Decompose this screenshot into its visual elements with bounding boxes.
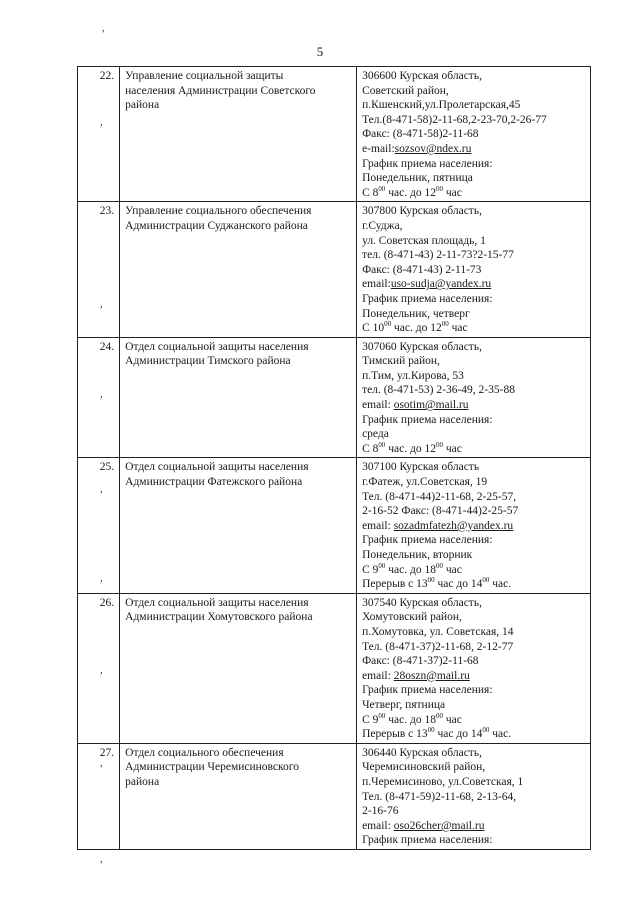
schedule-days: среда	[362, 428, 389, 441]
time-text: час. до 12	[385, 442, 436, 455]
time-minutes: 00	[441, 320, 449, 329]
address-line: тел. (8-471-43) 2-11-73?2-15-77	[362, 249, 514, 262]
agency-name-line: Отдел социального обеспечения	[125, 746, 284, 759]
address-line: г.Фатеж, ул.Советская, 19	[362, 476, 488, 489]
table-row	[78, 743, 591, 849]
email-link[interactable]: sozadmfatezh@yandex.ru	[393, 519, 514, 532]
schedule-days: Четверг, пятница	[362, 698, 446, 711]
time-text: С 9	[362, 563, 379, 576]
entry-number: 22.	[78, 67, 120, 202]
agency-contacts	[357, 743, 591, 849]
address-line: 307540 Курская область,	[362, 596, 482, 609]
address-line: г.Суджа,	[362, 219, 403, 232]
agency-name-line: Администрации Тимского района	[125, 355, 291, 368]
address-line: 306440 Курская область,	[362, 746, 482, 759]
email-line	[362, 398, 585, 413]
time-text: час	[442, 442, 462, 455]
agency-contacts	[357, 337, 591, 458]
address-line: 307060 Курская область,	[362, 340, 482, 353]
schedule-hours	[362, 186, 585, 201]
agency-name-line: Администрации Черемисиновского	[125, 761, 299, 774]
address-line: Советский район,	[362, 84, 449, 97]
scan-mark: ,	[100, 853, 103, 865]
time-minutes: 00	[482, 726, 490, 735]
table-row	[78, 67, 591, 202]
schedule-title: График приема населения:	[362, 534, 493, 547]
agency-name-line: Администрации Хомутовского района	[125, 611, 313, 624]
address-line: 306600 Курская область,	[362, 70, 482, 82]
time-text: час. до 12	[391, 322, 442, 335]
agency-name-line: Управление социального обеспечения	[125, 205, 312, 218]
agency-name-line: Управление социальной защиты	[125, 70, 284, 82]
email-link[interactable]: 28oszn@mail.ru	[393, 669, 470, 682]
schedule-title: График приема населения:	[362, 292, 493, 305]
address-line: тел. (8-471-53) 2-36-49, 2-35-88	[362, 384, 515, 397]
time-text: С 8	[362, 186, 379, 199]
email-label: email:	[362, 399, 394, 412]
time-minutes: 00	[435, 711, 443, 720]
address-line: п.Черемисиново, ул.Советская, 1	[362, 775, 524, 788]
address-line: п.Тим, ул.Кирова, 53	[362, 369, 464, 382]
time-minutes: 00	[427, 576, 435, 585]
agency-name	[120, 743, 357, 849]
time-minutes: 00	[378, 440, 386, 449]
agency-name-line: Отдел социальной защиты населения	[125, 596, 309, 609]
table-row	[78, 202, 591, 337]
agency-name-line: Администрации Суджанского района	[125, 219, 308, 232]
time-minutes: 00	[384, 320, 392, 329]
time-text: Перерыв с 13	[362, 578, 428, 591]
time-minutes: 00	[435, 561, 443, 570]
address-line: Факс: (8-471-43) 2-11-73	[362, 263, 482, 276]
email-label: email:	[362, 278, 391, 291]
time-text: Перерыв с 13	[362, 728, 428, 741]
address-line: 2-16-76	[362, 805, 399, 818]
entry-number: 25.	[78, 458, 120, 593]
schedule-break	[362, 727, 585, 742]
address-line: Черемисиновский район,	[362, 761, 486, 774]
address-line: п.Хомутовка, ул. Советская, 14	[362, 625, 514, 638]
schedule-title: График приема населения:	[362, 684, 493, 697]
address-line: п.Кшенский,ул.Пролетарская,45	[362, 99, 521, 112]
email-label: email:	[362, 669, 394, 682]
agency-name-line: района	[125, 775, 160, 788]
email-label: e-mail:	[362, 142, 395, 155]
agency-name	[120, 337, 357, 458]
time-minutes: 00	[435, 184, 443, 193]
email-link[interactable]: oso26cher@mail.ru	[393, 819, 485, 832]
schedule-days: Понедельник, четверг	[362, 307, 470, 320]
time-text: час до 14	[434, 728, 483, 741]
address-line: Тел. (8-471-44)2-11-68, 2-25-57,	[362, 490, 517, 503]
agency-contacts	[357, 202, 591, 337]
email-line	[362, 277, 585, 292]
time-text: С 9	[362, 713, 379, 726]
address-line: 2-16-52 Факс: (8-471-44)2-25-57	[362, 505, 519, 518]
schedule-days: Понедельник, пятница	[362, 172, 473, 185]
scan-mark: ,	[100, 572, 103, 584]
address-line: Тел. (8-471-37)2-11-68, 2-12-77	[362, 640, 514, 653]
schedule-hours	[362, 713, 585, 728]
agency-contacts	[357, 593, 591, 743]
time-text: час	[442, 186, 462, 199]
agency-name-line: Отдел социальной защиты населения	[125, 461, 309, 474]
scan-mark: ,	[100, 116, 103, 128]
email-link[interactable]: osotim@mail.ru	[393, 399, 469, 412]
schedule-break	[362, 577, 585, 592]
address-line: 307800 Курская область,	[362, 205, 482, 218]
time-text: час. до 12	[385, 186, 436, 199]
schedule-days: Понедельник, вторник	[362, 549, 473, 561]
agency-name-line: Администрации Фатежского района	[125, 476, 303, 489]
scan-mark: ,	[100, 388, 103, 400]
schedule-hours	[362, 321, 585, 336]
agency-name-line: населения Администрации Советского	[125, 84, 316, 97]
email-line	[362, 819, 585, 834]
time-text: час до 14	[434, 578, 483, 591]
email-label: email:	[362, 519, 394, 532]
schedule-title: График приема населения:	[362, 157, 493, 170]
address-line: Тел. (8-471-59)2-11-68, 2-13-64,	[362, 790, 517, 803]
agency-name-line: Отдел социальной защиты населения	[125, 340, 309, 353]
entry-number: 26.	[78, 593, 120, 743]
agency-name	[120, 458, 357, 593]
address-line: Хомутовский район,	[362, 611, 462, 624]
scan-mark: ,	[100, 664, 103, 676]
entry-number: 27.	[78, 743, 120, 849]
agency-contacts	[357, 458, 591, 593]
email-label: email:	[362, 819, 394, 832]
time-minutes: 00	[482, 576, 490, 585]
entry-number: 24.	[78, 337, 120, 458]
time-text: час. до 18	[385, 563, 436, 576]
schedule-title: График приема населения:	[362, 413, 493, 426]
page-number: 5	[316, 44, 324, 59]
entry-number: 23.	[78, 202, 120, 337]
time-minutes: 00	[378, 184, 386, 193]
email-line	[362, 142, 585, 157]
agency-name	[120, 593, 357, 743]
agencies-table	[77, 66, 591, 850]
schedule-title: График приема населения:	[362, 834, 493, 847]
address-line: Факс: (8-471-37)2-11-68	[362, 655, 479, 668]
address-line: 307100 Курская область	[362, 461, 480, 474]
time-text: С 8	[362, 442, 379, 455]
time-text: С 10	[362, 322, 385, 335]
time-minutes: 00	[427, 726, 435, 735]
email-line	[362, 519, 585, 534]
agency-name	[120, 67, 357, 202]
schedule-hours	[362, 563, 585, 578]
scan-mark: ,	[100, 757, 103, 769]
scan-mark: ,	[100, 483, 103, 495]
email-link[interactable]: uso-sudja@yandex.ru	[390, 278, 492, 291]
time-text: час. до 18	[385, 713, 436, 726]
agency-name	[120, 202, 357, 337]
agency-contacts	[357, 67, 591, 202]
address-line: Тимский район,	[362, 355, 440, 368]
address-line: ул. Советская площадь, 1	[362, 234, 486, 247]
agency-name-line: района	[125, 99, 160, 112]
email-link[interactable]: sozsov@ndex.ru	[394, 142, 472, 155]
time-text: час	[442, 713, 462, 726]
time-minutes: 00	[378, 711, 386, 720]
email-line	[362, 669, 585, 684]
table-row	[78, 337, 591, 458]
time-text: час	[442, 563, 462, 576]
address-line: Тел.(8-471-58)2-11-68,2-23-70,2-26-77	[362, 113, 547, 126]
time-minutes: 00	[378, 561, 386, 570]
address-line: Факс: (8-471-58)2-11-68	[362, 128, 479, 141]
table-row	[78, 458, 591, 593]
table-row	[78, 593, 591, 743]
time-text: час.	[489, 578, 512, 591]
schedule-hours	[362, 442, 585, 457]
time-text: час.	[489, 728, 512, 741]
time-text: час	[448, 322, 468, 335]
scan-mark: ,	[102, 22, 105, 34]
time-minutes: 00	[435, 440, 443, 449]
scan-mark: ,	[100, 298, 103, 310]
